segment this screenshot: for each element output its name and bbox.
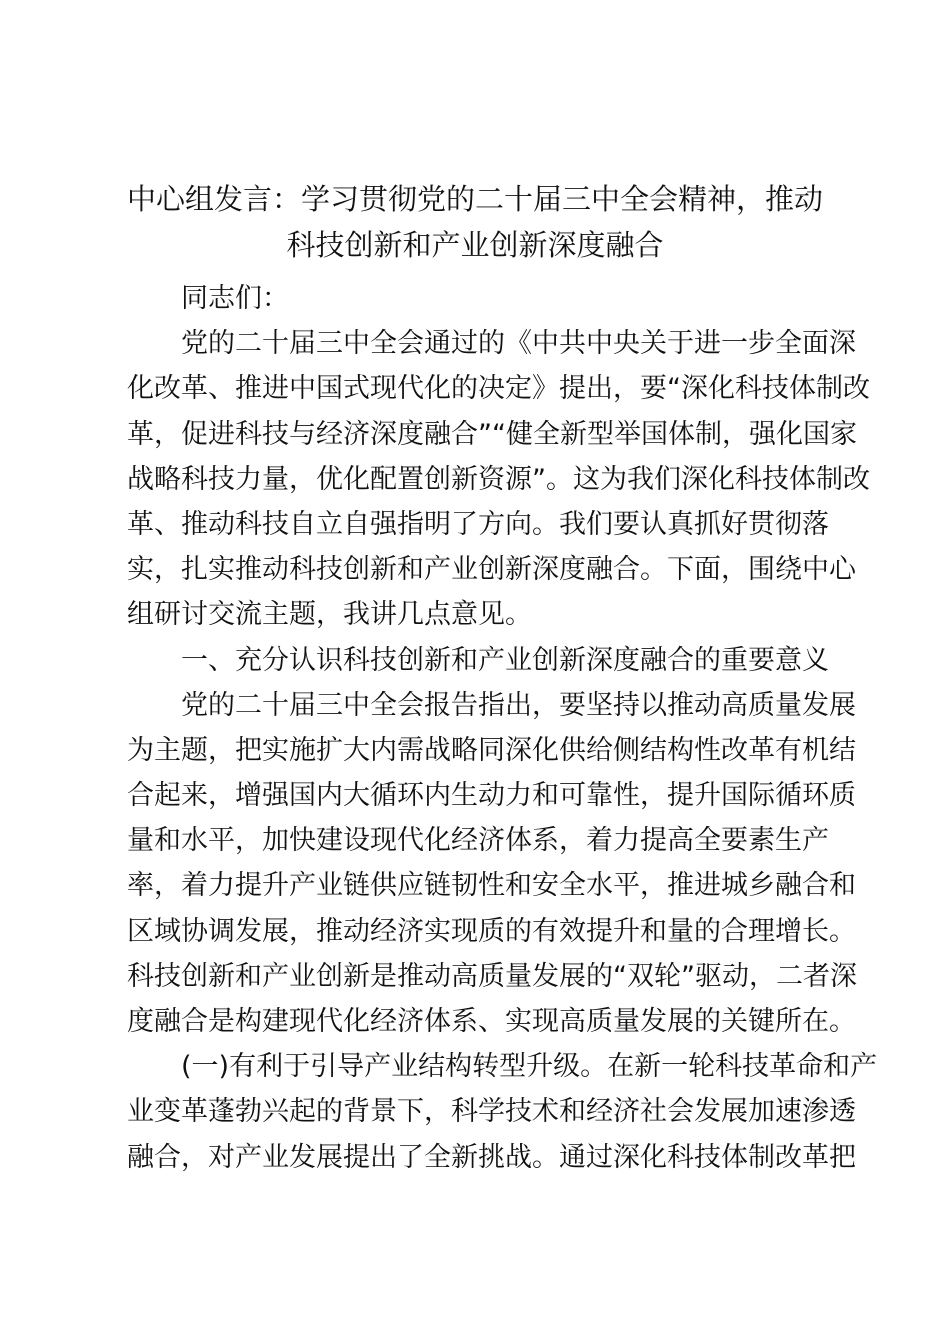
text-line: 率，着力提升产业链供应链韧性和安全水平，推进城乡融合和	[127, 870, 856, 902]
title-line-2: 科技创新和产业创新深度融合	[286, 228, 664, 262]
text-line: 量和水平，加快建设现代化经济体系，着力提高全要素生产	[127, 825, 829, 857]
text-line: 化改革、推进中国式现代化的决定》提出，要“深化科技体制改	[127, 373, 870, 405]
text-line: 一、充分认识科技创新和产业创新深度融合的重要意义	[181, 644, 829, 676]
text-line: 科技创新和产业创新是推动高质量发展的“双轮”驱动，二者深	[127, 960, 857, 992]
title-line-1: 中心组发言：学习贯彻党的二十届三中全会精神，推动	[126, 182, 823, 216]
text-line: 实，扎实推动科技创新和产业创新深度融合。下面，围绕中心	[127, 554, 856, 586]
text-line: 区域协调发展，推动经济实现质的有效提升和量的合理增长。	[127, 915, 856, 947]
text-line: (一)有利于引导产业结构转型升级。在新一轮科技革命和产	[181, 1051, 878, 1083]
text-line: 党的二十届三中全会报告指出，要坚持以推动高质量发展	[181, 689, 856, 721]
text-line: 组研讨交流主题，我讲几点意见。	[127, 599, 532, 631]
text-line: 融合，对产业发展提出了全新挑战。通过深化科技体制改革把	[127, 1141, 856, 1173]
document-body	[127, 276, 878, 1180]
text-line: 战略科技力量，优化配置创新资源”。这为我们深化科技体制改	[127, 463, 870, 495]
text-line: 同志们：	[181, 283, 289, 314]
text-line: 革、推动科技自立自强指明了方向。我们要认真抓好贯彻落	[127, 508, 829, 540]
text-line: 为主题，把实施扩大内需战略同深化供给侧结构性改革有机结	[127, 734, 856, 766]
text-line: 合起来，增强国内大循环内生动力和可靠性，提升国际循环质	[127, 780, 856, 812]
text-line: 革，促进科技与经济深度融合”“健全新型举国体制，强化国家	[127, 418, 857, 450]
text-line: 党的二十届三中全会通过的《中共中央关于进一步全面深	[181, 328, 856, 360]
document-title	[120, 176, 830, 268]
text-line: 度融合是构建现代化经济体系、实现高质量发展的关键所在。	[127, 1006, 856, 1037]
text-line: 业变革蓬勃兴起的背景下，科学技术和经济社会发展加速渗透	[127, 1096, 856, 1128]
